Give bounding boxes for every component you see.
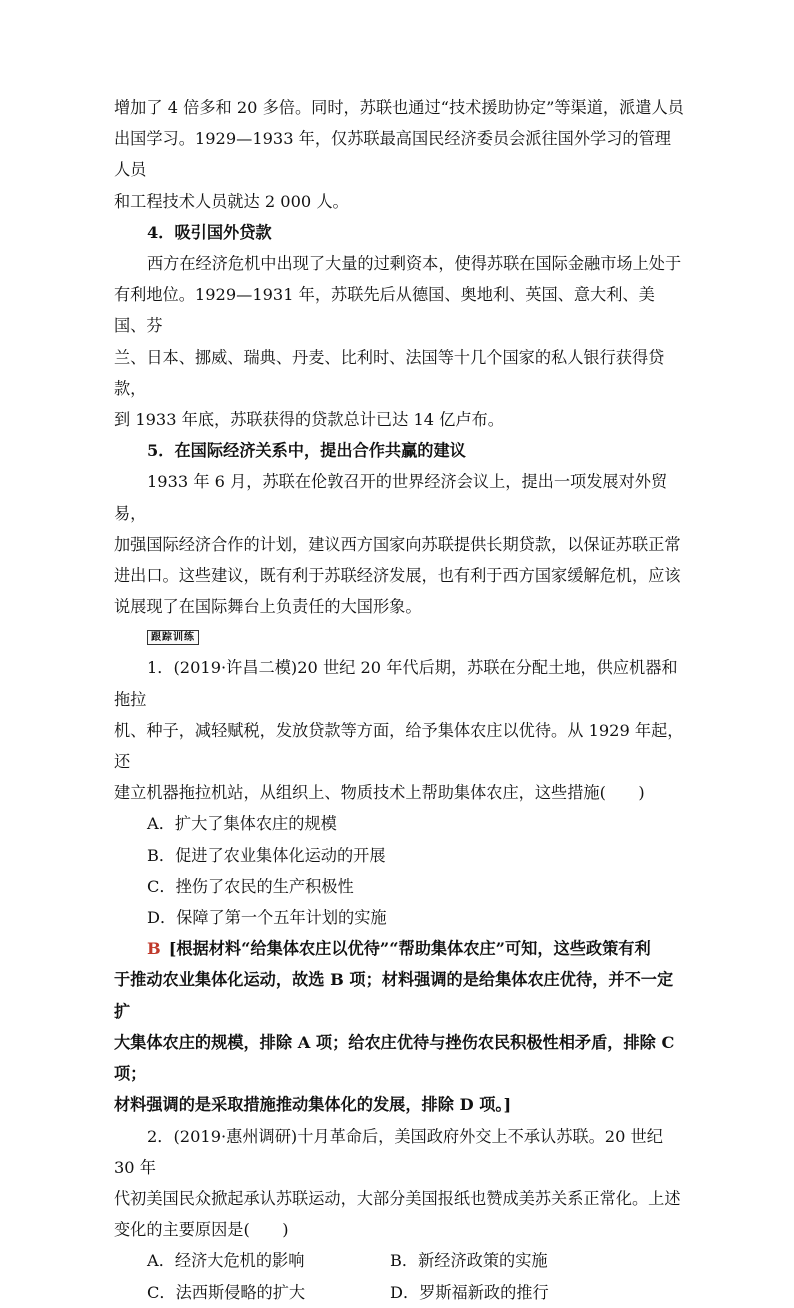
q1-answer-line: 材料强调的是采取措施推动集体化的发展，排除 D 项。] xyxy=(114,1095,512,1115)
paragraph-line: 出国学习。1929—1933 年，仅苏联最高国民经济委员会派往国外学习的管理人员 xyxy=(114,129,671,180)
q1-answer-line xyxy=(114,933,684,964)
section-tag: 跟踪训练 xyxy=(147,630,199,645)
q2-options-row-1 xyxy=(114,1245,684,1276)
section-heading-5: 5．在国际经济关系中，提出合作共赢的建议 xyxy=(147,441,466,461)
question-1-line: 机、种子，减轻赋税，发放贷款等方面，给予集体农庄以优待。从 1929 年起，还 xyxy=(114,720,684,772)
paragraph-line: 有利地位。1929—1931 年，苏联先后从德国、奥地利、英国、意大利、美国、芬 xyxy=(114,285,655,336)
q1-option-d: D．保障了第一个五年计划的实施 xyxy=(147,908,387,928)
q1-option-c: C．挫伤了农民的生产积极性 xyxy=(147,876,354,896)
q2-options-row-2 xyxy=(114,1277,684,1308)
q1-answer-line: 于推动农业集体化运动，故选 B 项；材料强调的是给集体农庄优待，并不一定扩 xyxy=(114,970,674,1021)
paragraph-line: 说展现了在国际舞台上负责任的大国形象。 xyxy=(114,597,422,617)
document-page xyxy=(114,92,684,1308)
q1-answer-letter: B xyxy=(147,939,161,959)
question-1-line: 建立机器拖拉机站，从组织上、物质技术上帮助集体农庄，这些措施( ) xyxy=(114,783,645,803)
q1-option-a: A．扩大了集体农庄的规模 xyxy=(147,814,337,834)
q2-option-c: C．法西斯侵略的扩大 xyxy=(147,1282,306,1302)
q1-option-b: B．促进了农业集体化运动的开展 xyxy=(147,845,386,865)
section-tag-row xyxy=(114,622,684,652)
paragraph-line: 进出口。这些建议，既有利于苏联经济发展，也有利于西方国家缓解危机，应该 xyxy=(114,566,681,586)
paragraph-line: 增加了 4 倍多和 20 多倍。同时，苏联也通过“技术援助协定”等渠道，派遣人员 xyxy=(114,98,684,117)
q2-option-a: A．经济大危机的影响 xyxy=(147,1251,305,1271)
paragraph-line: 1933 年 6 月，苏联在伦敦召开的世界经济会议上，提出一项发展对外贸易， xyxy=(114,472,668,523)
section-heading-4: 4．吸引国外贷款 xyxy=(147,222,272,242)
question-1-line: 1．(2019·许昌二模)20 世纪 20 年代后期，苏联在分配土地，供应机器和拖拉 xyxy=(114,658,678,709)
question-2-line: 变化的主要原因是( ) xyxy=(114,1220,289,1240)
question-2-line: 代初美国民众掀起承认苏联运动，大部分美国报纸也赞成美苏关系正常化。上述 xyxy=(114,1188,681,1208)
q1-answer-text: [根据材料“给集体农庄以优待”“帮助集体农庄”可知，这些政策有利 xyxy=(168,939,651,959)
question-2-line: 2．(2019·惠州调研)十月革命后，美国政府外交上不承认苏联。20 世纪 30 年 xyxy=(114,1126,663,1177)
q1-answer-line: 大集体农庄的规模，排除 A 项；给农庄优待与挫伤农民积极性相矛盾，排除 C 项； xyxy=(114,1032,675,1084)
q2-option-b: B．新经济政策的实施 xyxy=(390,1251,548,1271)
paragraph-line: 兰、日本、挪威、瑞典、丹麦、比利时、法国等十几个国家的私人银行获得贷款， xyxy=(114,347,665,398)
paragraph-line: 到 1933 年底，苏联获得的贷款总计已达 14 亿卢布。 xyxy=(114,410,504,430)
q2-option-d: D．罗斯福新政的推行 xyxy=(390,1282,549,1302)
paragraph-line: 和工程技术人员就达 2 000 人。 xyxy=(114,191,349,211)
paragraph-line: 加强国际经济合作的计划，建议西方国家向苏联提供长期贷款，以保证苏联正常 xyxy=(114,534,681,554)
paragraph-line: 西方在经济危机中出现了大量的过剩资本，使得苏联在国际金融市场上处于 xyxy=(147,254,682,274)
